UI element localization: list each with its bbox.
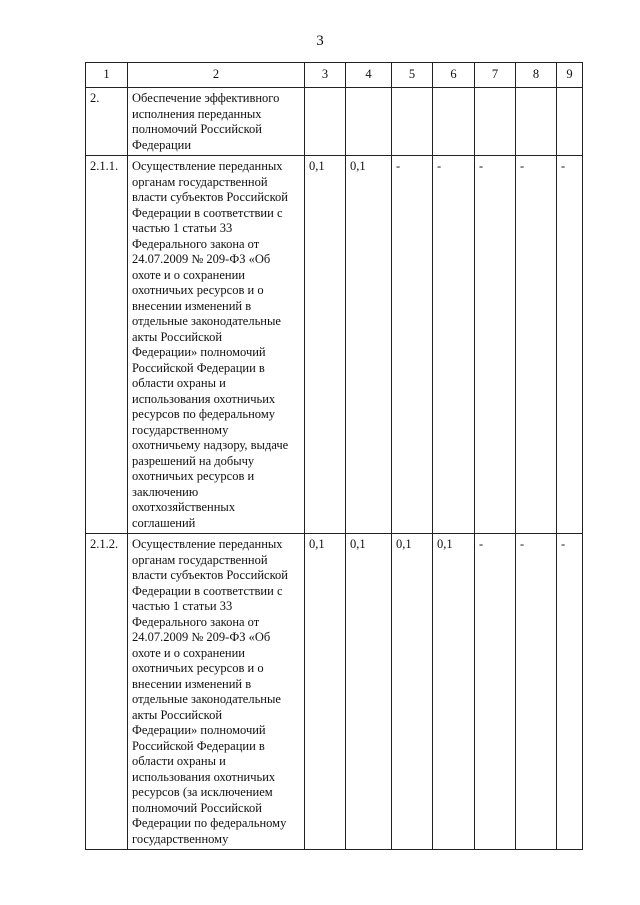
header-cell-col-8: 8 (516, 63, 557, 88)
row-description-cell: Обеспечение эффективного исполнения переданных полномочий Российской Федерации (128, 88, 305, 156)
header-cell-col-6: 6 (433, 63, 475, 88)
value-cell-col-9 (557, 88, 583, 156)
value-cell-col-8: - (516, 534, 557, 850)
value-cell-col-5 (392, 88, 433, 156)
value-cell-col-4: 0,1 (346, 534, 392, 850)
value-cell-col-5: 0,1 (392, 534, 433, 850)
value-cell-col-4 (346, 88, 392, 156)
table-row-section-2 (86, 88, 583, 156)
header-cell-col-1: 1 (86, 63, 128, 88)
row-number-cell: 2.1.2. (86, 534, 128, 850)
row-number-cell: 2.1.1. (86, 156, 128, 534)
header-cell-col-7: 7 (475, 63, 516, 88)
value-cell-col-6: - (433, 156, 475, 534)
header-cell-col-2: 2 (128, 63, 305, 88)
value-cell-col-6: 0,1 (433, 534, 475, 850)
value-cell-col-5: - (392, 156, 433, 534)
indicators-table (85, 62, 583, 850)
value-cell-col-7 (475, 88, 516, 156)
value-cell-col-3 (305, 88, 346, 156)
header-cell-col-4: 4 (346, 63, 392, 88)
value-cell-col-8: - (516, 156, 557, 534)
value-cell-col-3: 0,1 (305, 156, 346, 534)
table-row-2-1-2 (86, 534, 583, 850)
value-cell-col-4: 0,1 (346, 156, 392, 534)
row-description-cell: Осуществление переданных органам государственной власти субъектов Российской Федерации в соответствии с частью 1 статьи 33 Федерального закона от 24.07.2009 № 209-ФЗ «Об охоте и о сохранении охотничьих ресурсов и о внесении изменений в отдельные законодательные акты Российской Федерации» полномочий Российской Федерации в области охраны и использования охотничьих ресурсов по федеральному государственному охотничьему надзору, выдаче разрешений на добычу охотничьих ресурсов и заключению охотхозяйственных соглашений (128, 156, 305, 534)
value-cell-col-7: - (475, 156, 516, 534)
header-cell-col-5: 5 (392, 63, 433, 88)
value-cell-col-3: 0,1 (305, 534, 346, 850)
header-cell-col-9: 9 (557, 63, 583, 88)
row-number-cell: 2. (86, 88, 128, 156)
header-cell-col-3: 3 (305, 63, 346, 88)
value-cell-col-6 (433, 88, 475, 156)
table-header-row (86, 63, 583, 88)
row-description-cell: Осуществление переданных органам государственной власти субъектов Российской Федерации в соответствии с частью 1 статьи 33 Федерального закона от 24.07.2009 № 209-ФЗ «Об охоте и о сохранении охотничьих ресурсов и о внесении изменений в отдельные законодательные акты Российской Федерации» полномочий Российской Федерации в области охраны и использования охотничьих ресурсов (за исключением полномочий Российской Федерации по федеральному государственному (128, 534, 305, 850)
value-cell-col-9: - (557, 156, 583, 534)
page-number: 3 (316, 33, 324, 49)
value-cell-col-9: - (557, 534, 583, 850)
value-cell-col-8 (516, 88, 557, 156)
value-cell-col-7: - (475, 534, 516, 850)
table-row-2-1-1 (86, 156, 583, 534)
